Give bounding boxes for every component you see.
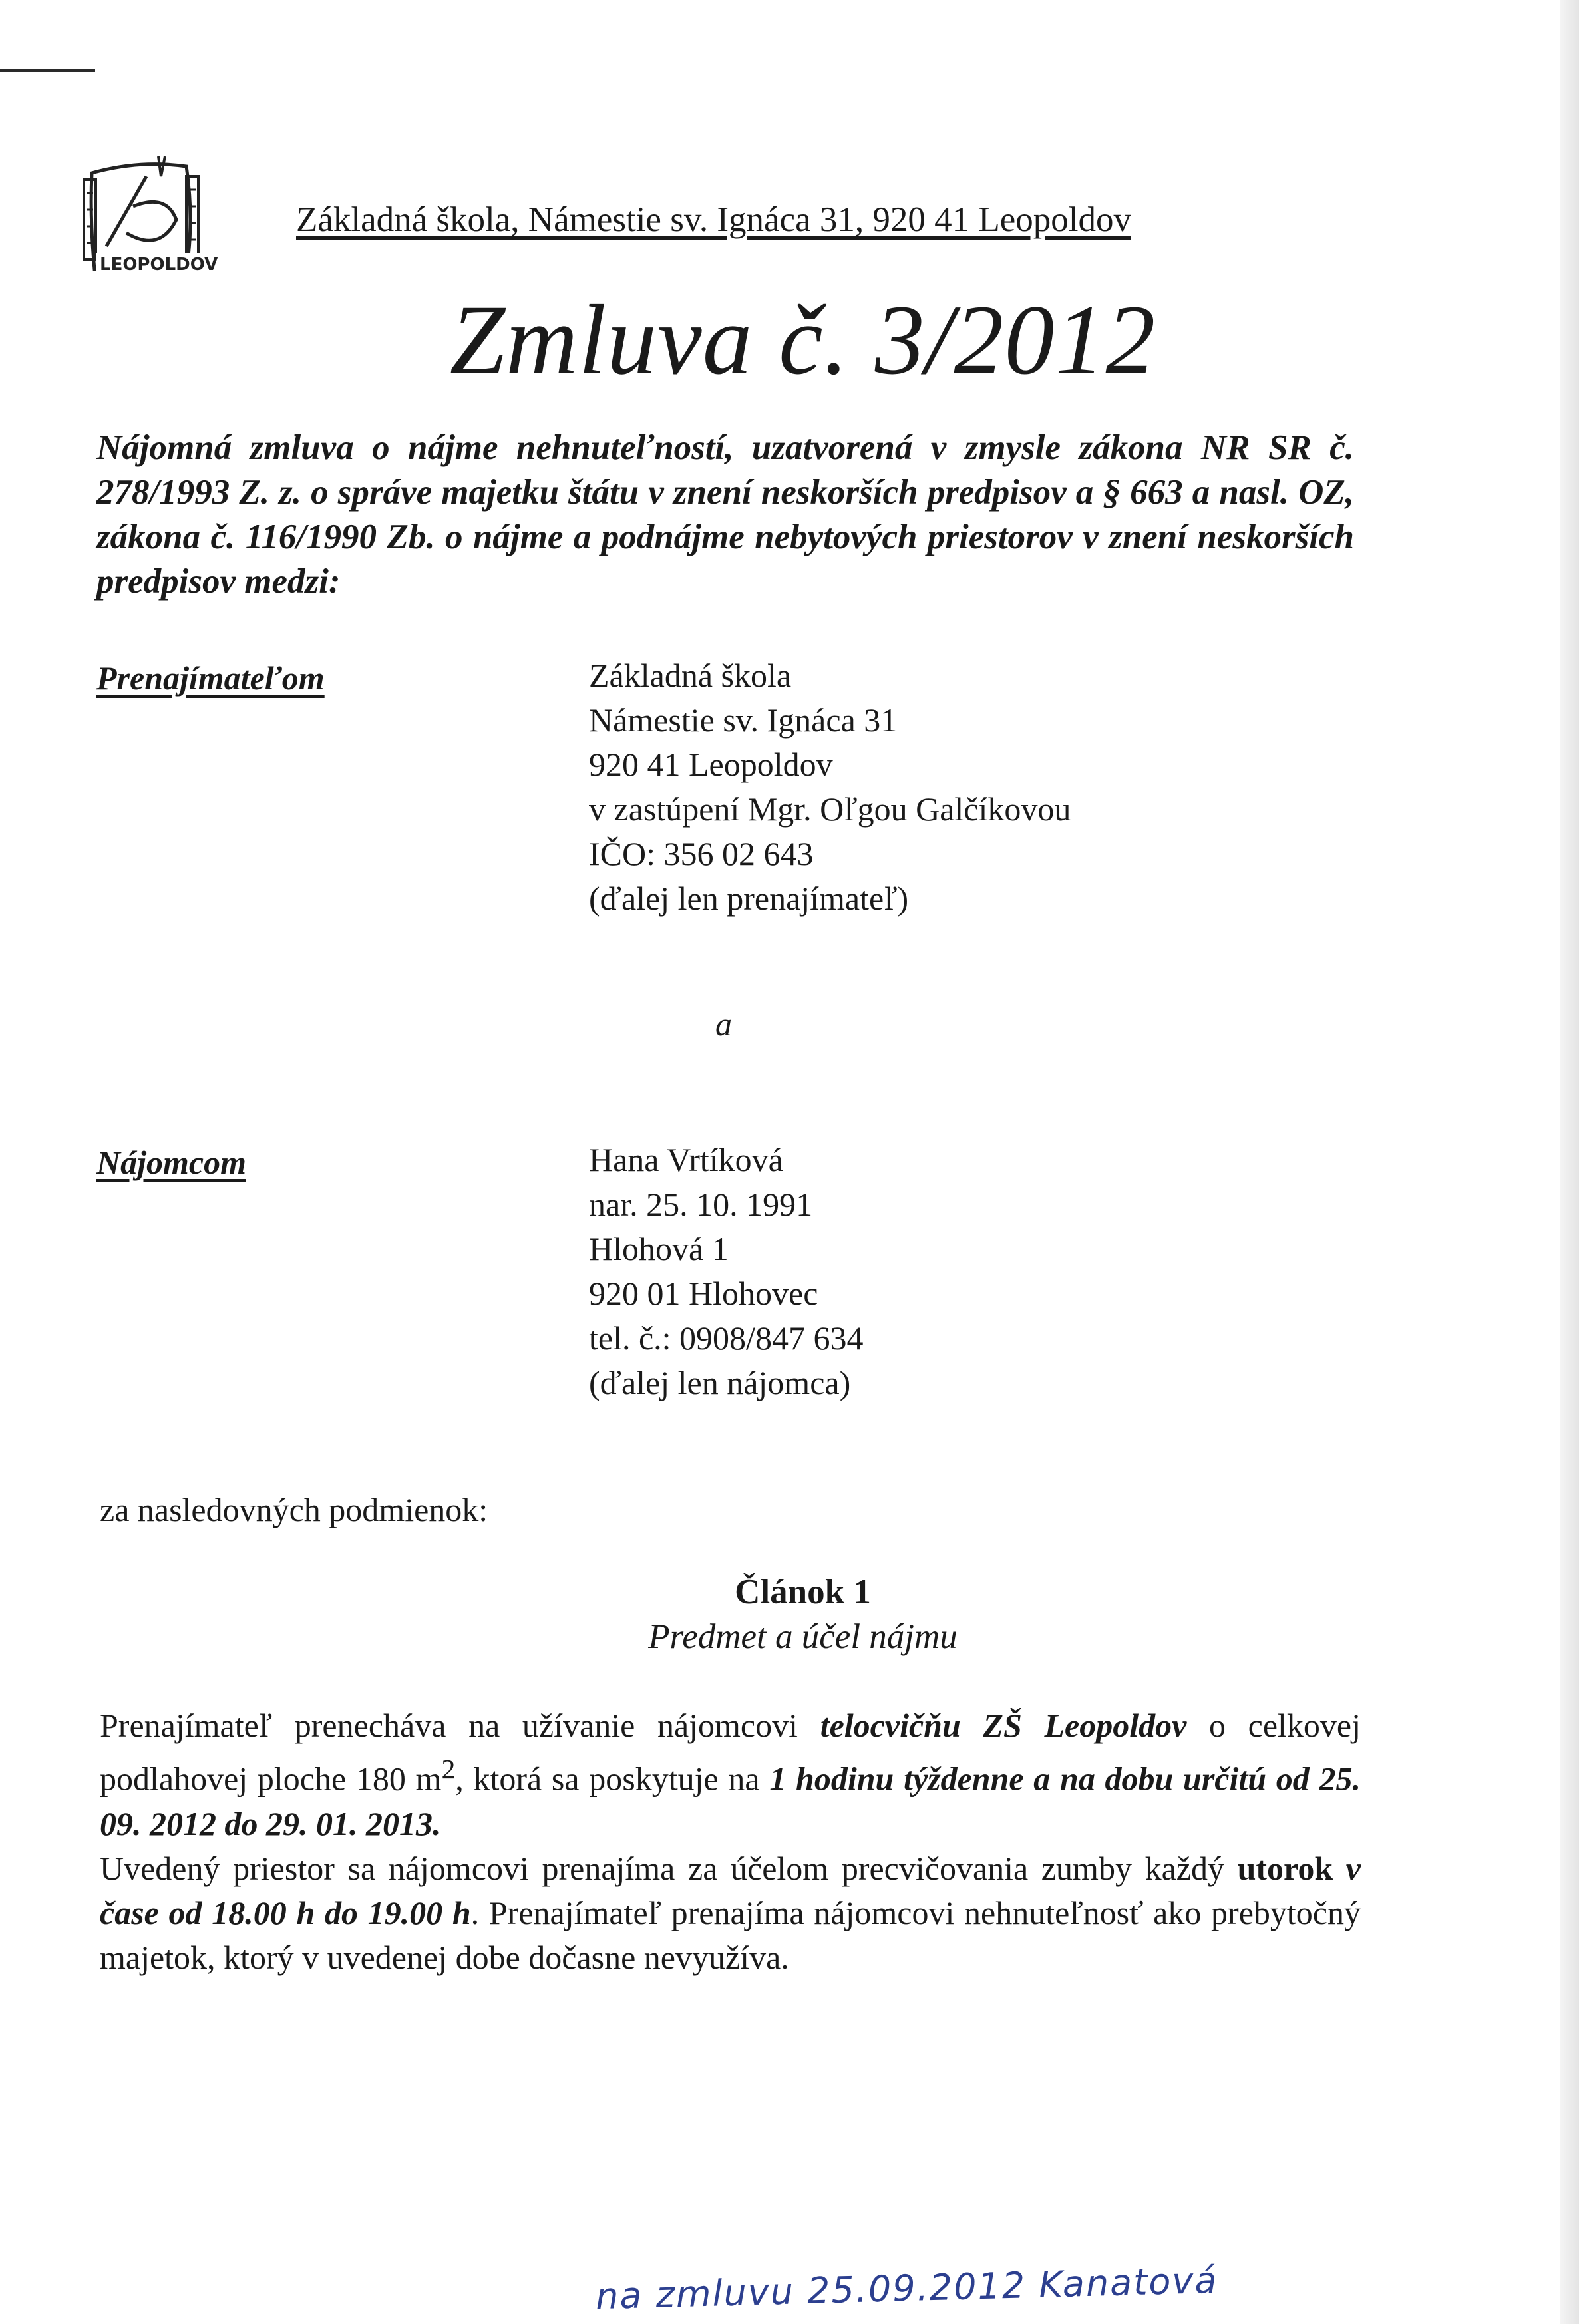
school-header: Základná škola, Námestie sv. Ignáca 31, 920 41 Leopoldov bbox=[296, 200, 1131, 239]
school-logo bbox=[80, 153, 226, 286]
contract-title: Zmluva č. 3/2012 bbox=[449, 285, 1156, 395]
tenant-line: Hlohová 1 bbox=[589, 1230, 729, 1267]
text-run: Uvedený priestor sa nájomcovi prenajíma za účelom precvičovania zumby každý bbox=[100, 1849, 1238, 1887]
article-subtitle: Predmet a účel nájmu bbox=[648, 1617, 958, 1656]
tenant-label: Nájomcom bbox=[96, 1144, 246, 1181]
text-run bbox=[1333, 1850, 1346, 1887]
superscript: 2 bbox=[441, 1754, 456, 1785]
landlord-line: v zastúpení Mgr. Oľgou Galčíkovou bbox=[589, 790, 1071, 828]
landlord-line: Námestie sv. Ignáca 31 bbox=[589, 701, 898, 739]
tenant-line: Hana Vrtíková bbox=[589, 1141, 783, 1178]
contract-intro: Nájomná zmluva o nájme nehnuteľností, uzatvorená v zmysle zákona NR SR č. 278/1993 Z. z. o správe majetku štátu v znení neskorších predpisov a § 663 a nasl. OZ, zákona č. 116/1990 Zb. o nájme a podnájme nebytových priestorov v znení neskorších predpisov medzi: bbox=[96, 428, 1354, 601]
text-run: o celkovej podlahovej ploche 180 m bbox=[100, 1707, 1361, 1798]
landlord-details bbox=[589, 653, 1071, 921]
bold-run: utorok bbox=[1237, 1849, 1333, 1887]
handwritten-note: na zmluvu 25.09.2012 Kanatová bbox=[595, 2259, 1219, 2318]
emphasis-run: 1 hodinu týždenne a na dobu určitú od 25. 09. 2012 do 29. 01. 2013. bbox=[100, 1760, 1361, 1842]
landlord-line: 920 41 Leopoldov bbox=[589, 746, 833, 783]
landlord-label: Prenajímateľom bbox=[96, 659, 325, 697]
text-run: Prenajímateľ prenecháva na užívanie nájomcovi bbox=[100, 1707, 820, 1744]
tenant-details bbox=[589, 1138, 863, 1405]
article-body bbox=[100, 1703, 1361, 1980]
landlord-line: (ďalej len prenajímateľ) bbox=[589, 880, 909, 917]
tenant-line: (ďalej len nájomca) bbox=[589, 1364, 851, 1401]
landlord-line: IČO: 356 02 643 bbox=[589, 835, 814, 872]
article-paragraph-1 bbox=[100, 1703, 1361, 1846]
text-run: . Prenajímateľ prenajíma nájomcovi nehnuteľnosť ako prebytočný majetok, ktorý v uvedenej dobe dočasne nevyužíva. bbox=[100, 1894, 1361, 1976]
and-conjunction: a bbox=[715, 1005, 732, 1043]
logo-text: LEOPOLDOV bbox=[100, 255, 218, 275]
article-paragraph-2 bbox=[100, 1846, 1361, 1980]
tenant-line: tel. č.: 0908/847 634 bbox=[589, 1319, 864, 1357]
conditions-text: za nasledovných podmienok: bbox=[100, 1491, 488, 1528]
emphasis-run: telocvičňu ZŠ Leopoldov bbox=[820, 1707, 1187, 1744]
article-number: Článok 1 bbox=[735, 1573, 871, 1611]
scan-edge-mark bbox=[0, 69, 95, 72]
emphasis-run: v čase od 18.00 h do 19.00 h bbox=[100, 1849, 1361, 1931]
landlord-line: Základná škola bbox=[589, 657, 792, 694]
tenant-line: 920 01 Hlohovec bbox=[589, 1275, 818, 1312]
tenant-line: nar. 25. 10. 1991 bbox=[589, 1186, 813, 1223]
text-run: , ktorá sa poskytuje na bbox=[455, 1760, 770, 1798]
